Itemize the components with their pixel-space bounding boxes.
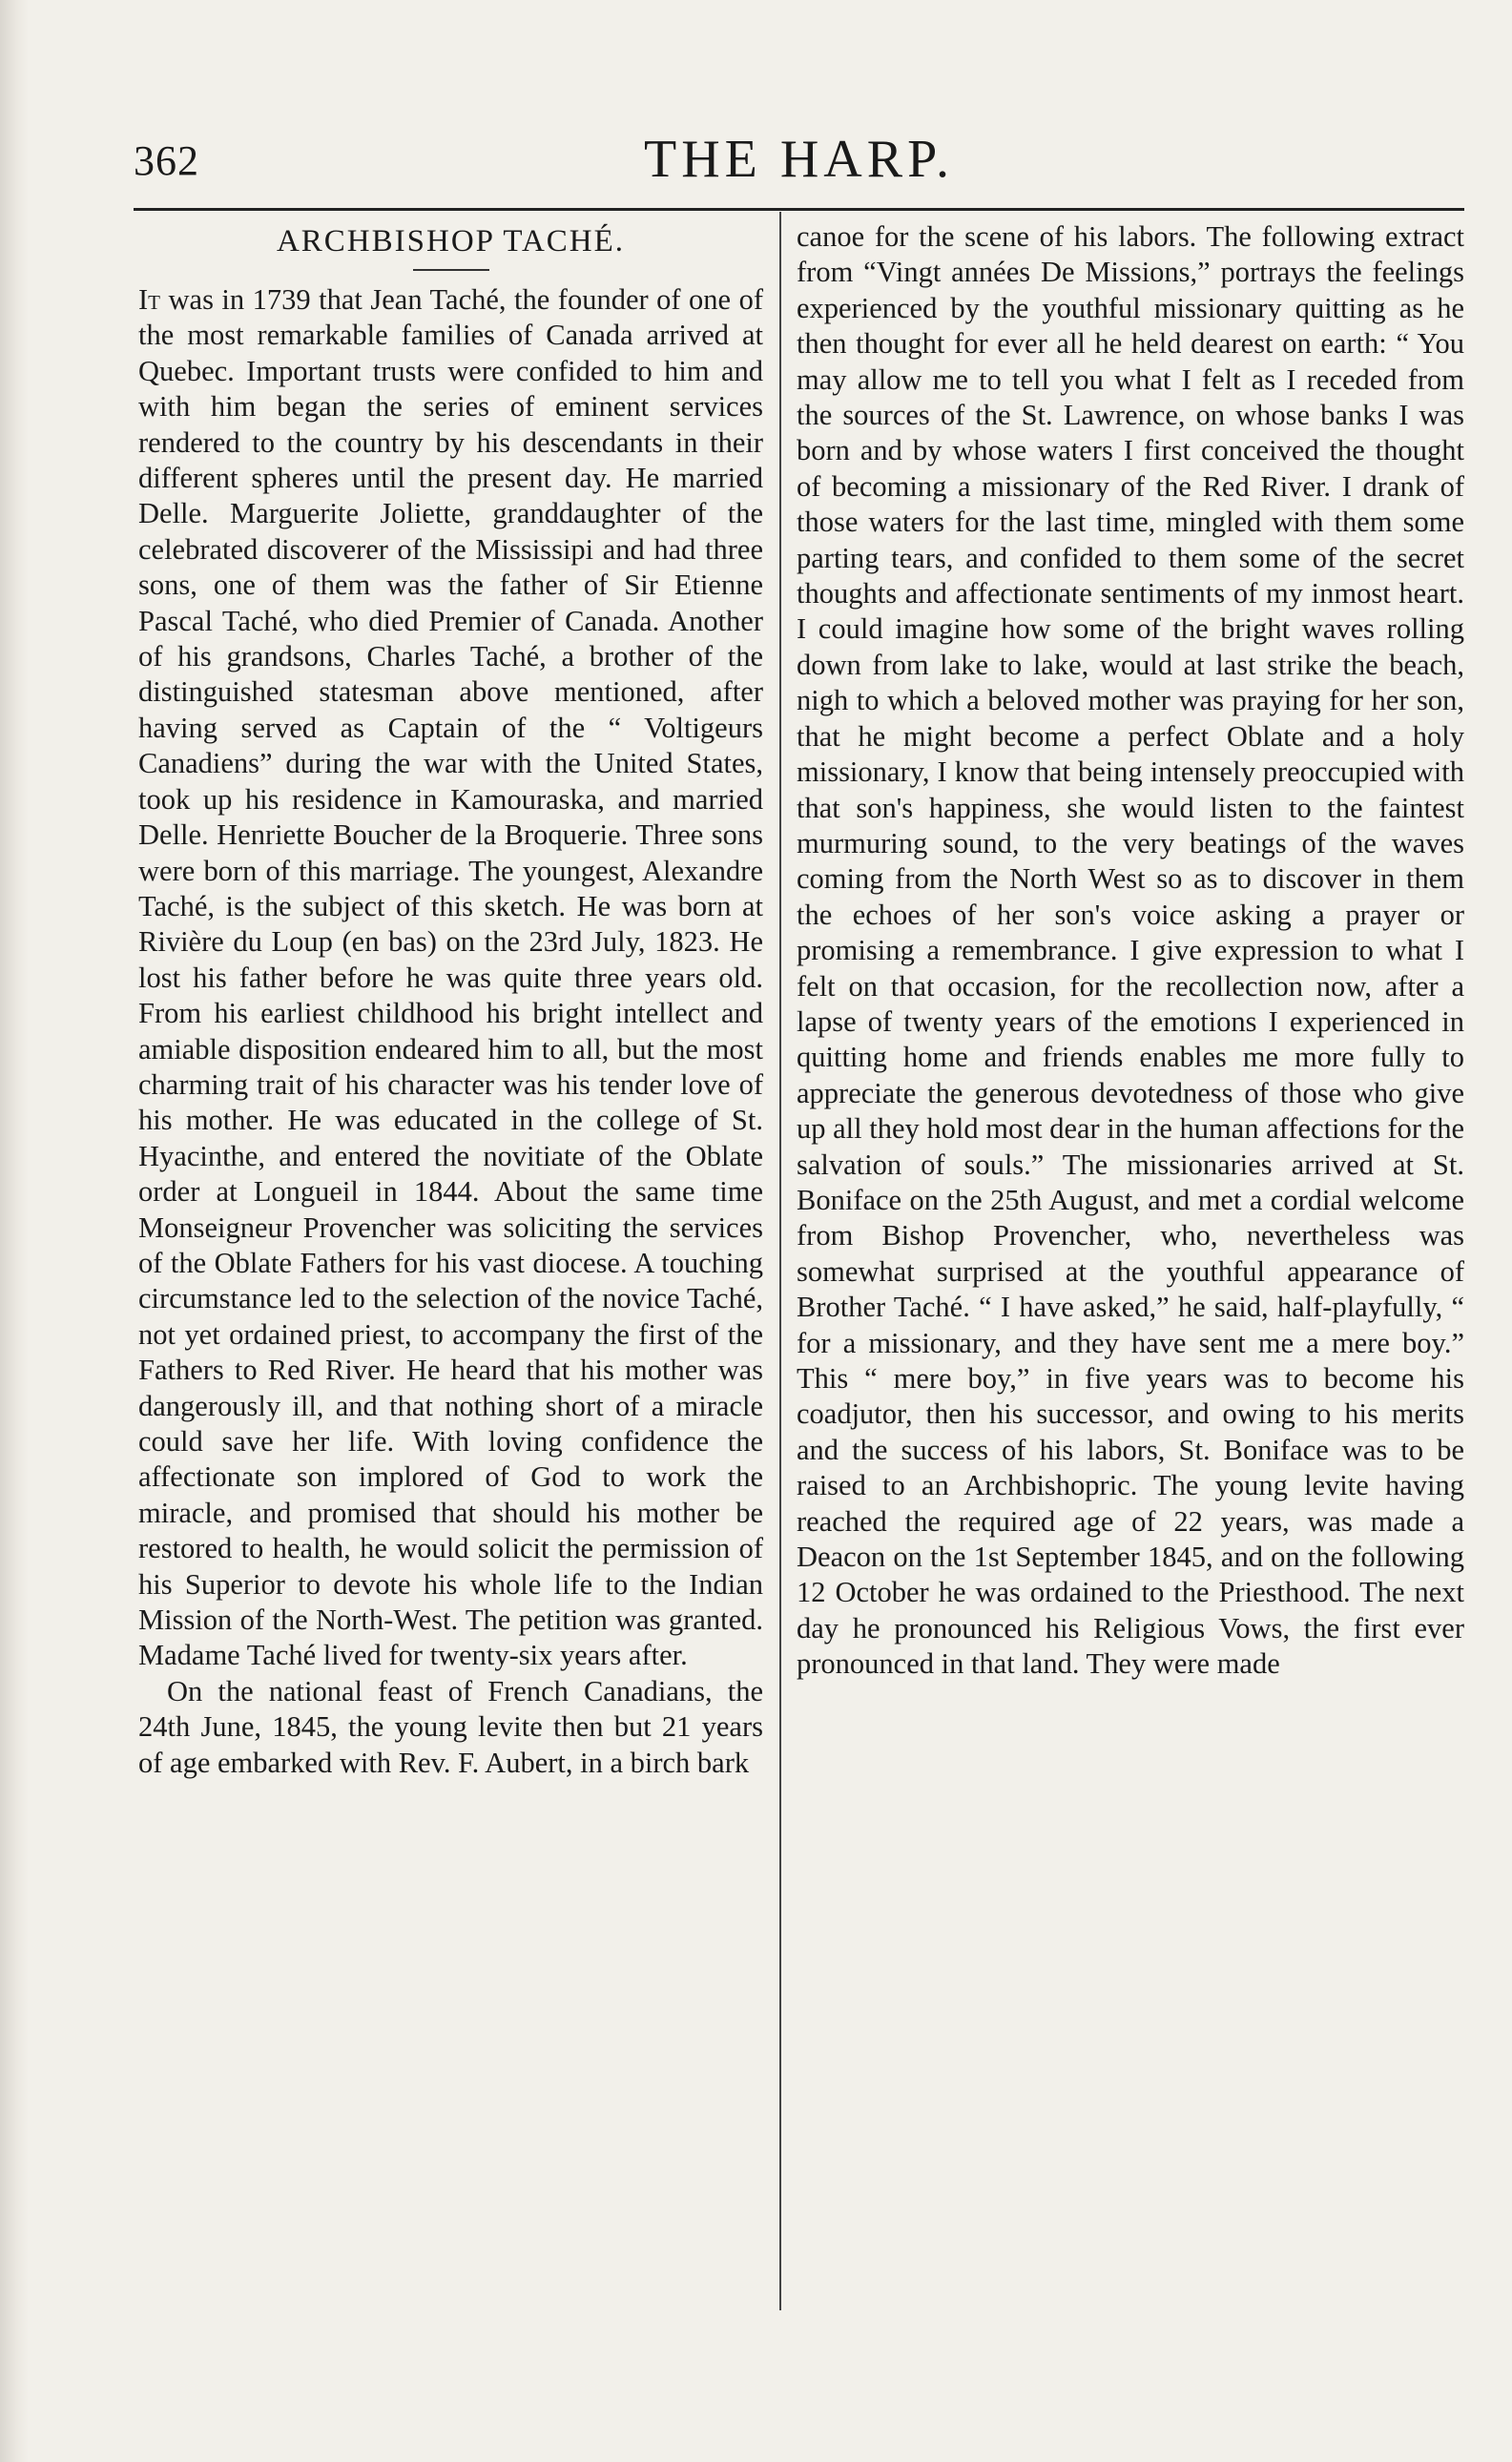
page-header [134, 129, 1464, 196]
column-divider [779, 212, 781, 2310]
title-rule [413, 269, 489, 271]
paragraph-3: canoe for the scene of his labors. The following extract from “Vingt années De Missions,” portrays the feelings experienced by the youthful missionary quitting as he then thought for ever all he held dearest on earth: “ You may allow me to tell you what I felt as I receded from the sources of the St. Lawrence, on whose banks I was born and by whose waters I first conceived the thought of becoming a missionary of the Red River. I drank of those waters for the last time, mingled with them some parting tears, and confided to them some of the secret thoughts and affectionate sentiments of my inmost heart. I could imagine how some of the bright waves rolling down from lake to lake, would at last strike the beach, nigh to which a beloved mother was praying for her son, that he might become a perfect Oblate and a holy missionary, I know that being intensely preoccupied with that son's happiness, she would listen to the faintest murmuring sound, to the very beatings of the waves coming from the North West so as to discover in them the echoes of her son's voice asking a prayer or promising a remembrance. I give expression to what I felt on that occasion, for the recollection now, after a lapse of twenty years of the emotions I experienced in quitting home and friends enables me more fully to appreciate the generous devotedness of those who give up all they hold most dear in the human affections for the salvation of souls.” The missionaries arrived at St. Boniface on the 25th August, and met a cordial welcome from Bishop Provencher, who, nevertheless was somewhat surprised at the youthful appearance of Brother Taché. “ I have asked,” he said, half-playfully, “ for a missionary, and they have sent me a mere boy.” This “ mere boy,” in five years was to become his coadjutor, then his successor, and owing to his merits and the success of his labors, St. Boniface was to be raised to an Archbishopric. The young levite having reached the required age of 22 years, was made a Deacon on the 1st September 1845, and on the following 12 October he was ordained to the Priesthood. The next day he pronounced his Religious Vows, the first ever pronounced in that land. They were made [797, 220, 1464, 1681]
paragraph-2: On the national feast of French Canadians, the 24th June, 1845, the young levite then but 21 years of age embarked with Rev. F. Aubert, in a birch bark [138, 1674, 763, 1779]
paragraph-1-text: was in 1739 that Jean Taché, the founder of one of the most remarkable families of Canada arrived at Quebec. Important trusts were confided to him and with him began the series of eminent services rendered to the country by his descendants in their different spheres until the present day. He married Delle. Marguerite Joliette, granddaughter of the celebrated discoverer of the Mississipi and had three sons, one of them was the father of Sir Etienne Pascal Taché, who died Premier of Canada. Another of his grandsons, Charles Taché, a brother of the distinguished statesman above mentioned, after having served as Captain of the “ Voltigeurs Canadiens” during the war with the United States, took up his residence in Kamouraska, and married Delle. Henriette Boucher de la Broquerie. Three sons were born of this marriage. The youngest, Alexandre Taché, is the subject of this sketch. He was born at Rivière du Loup (en bas) on the 23rd July, 1823. He lost his father before he was quite three years old. From his earliest childhood his bright intellect and amiable disposition endeared him to all, but the most charming trait of his character was his tender love of his mother. He was educated in the college of St. Hyacinthe, and entered the novitiate of the Oblate order at Longueil in 1844. About the same time Monseigneur Provencher was soliciting the services of the Oblate Fathers for his vast diocese. A touching circumstance led to the selection of the novice Taché, not yet ordained priest, to accompany the first of the Fathers to Red River. He heard that his mother was dangerously ill, and that nothing short of a miracle could save her life. With loving confidence the affectionate son implored of God to work the miracle, and promised that should his mother be restored to health, he would solicit the permission of his Superior to devote his whole life to the Indian Mission of the North-West. The petition was granted. Madame Taché lived for twenty-six years after. [138, 283, 764, 1672]
article-title: ARCHBISHOP TACHÉ. [276, 224, 626, 259]
running-head: THE HARP. [643, 130, 955, 189]
page-number: 362 [134, 137, 199, 184]
page-edge-shadow [0, 0, 29, 2462]
left-column [138, 219, 763, 1781]
paragraph-1 [138, 282, 763, 1674]
header-rule [134, 208, 1464, 211]
lead-word: It [138, 283, 160, 316]
right-column [797, 219, 1464, 1683]
